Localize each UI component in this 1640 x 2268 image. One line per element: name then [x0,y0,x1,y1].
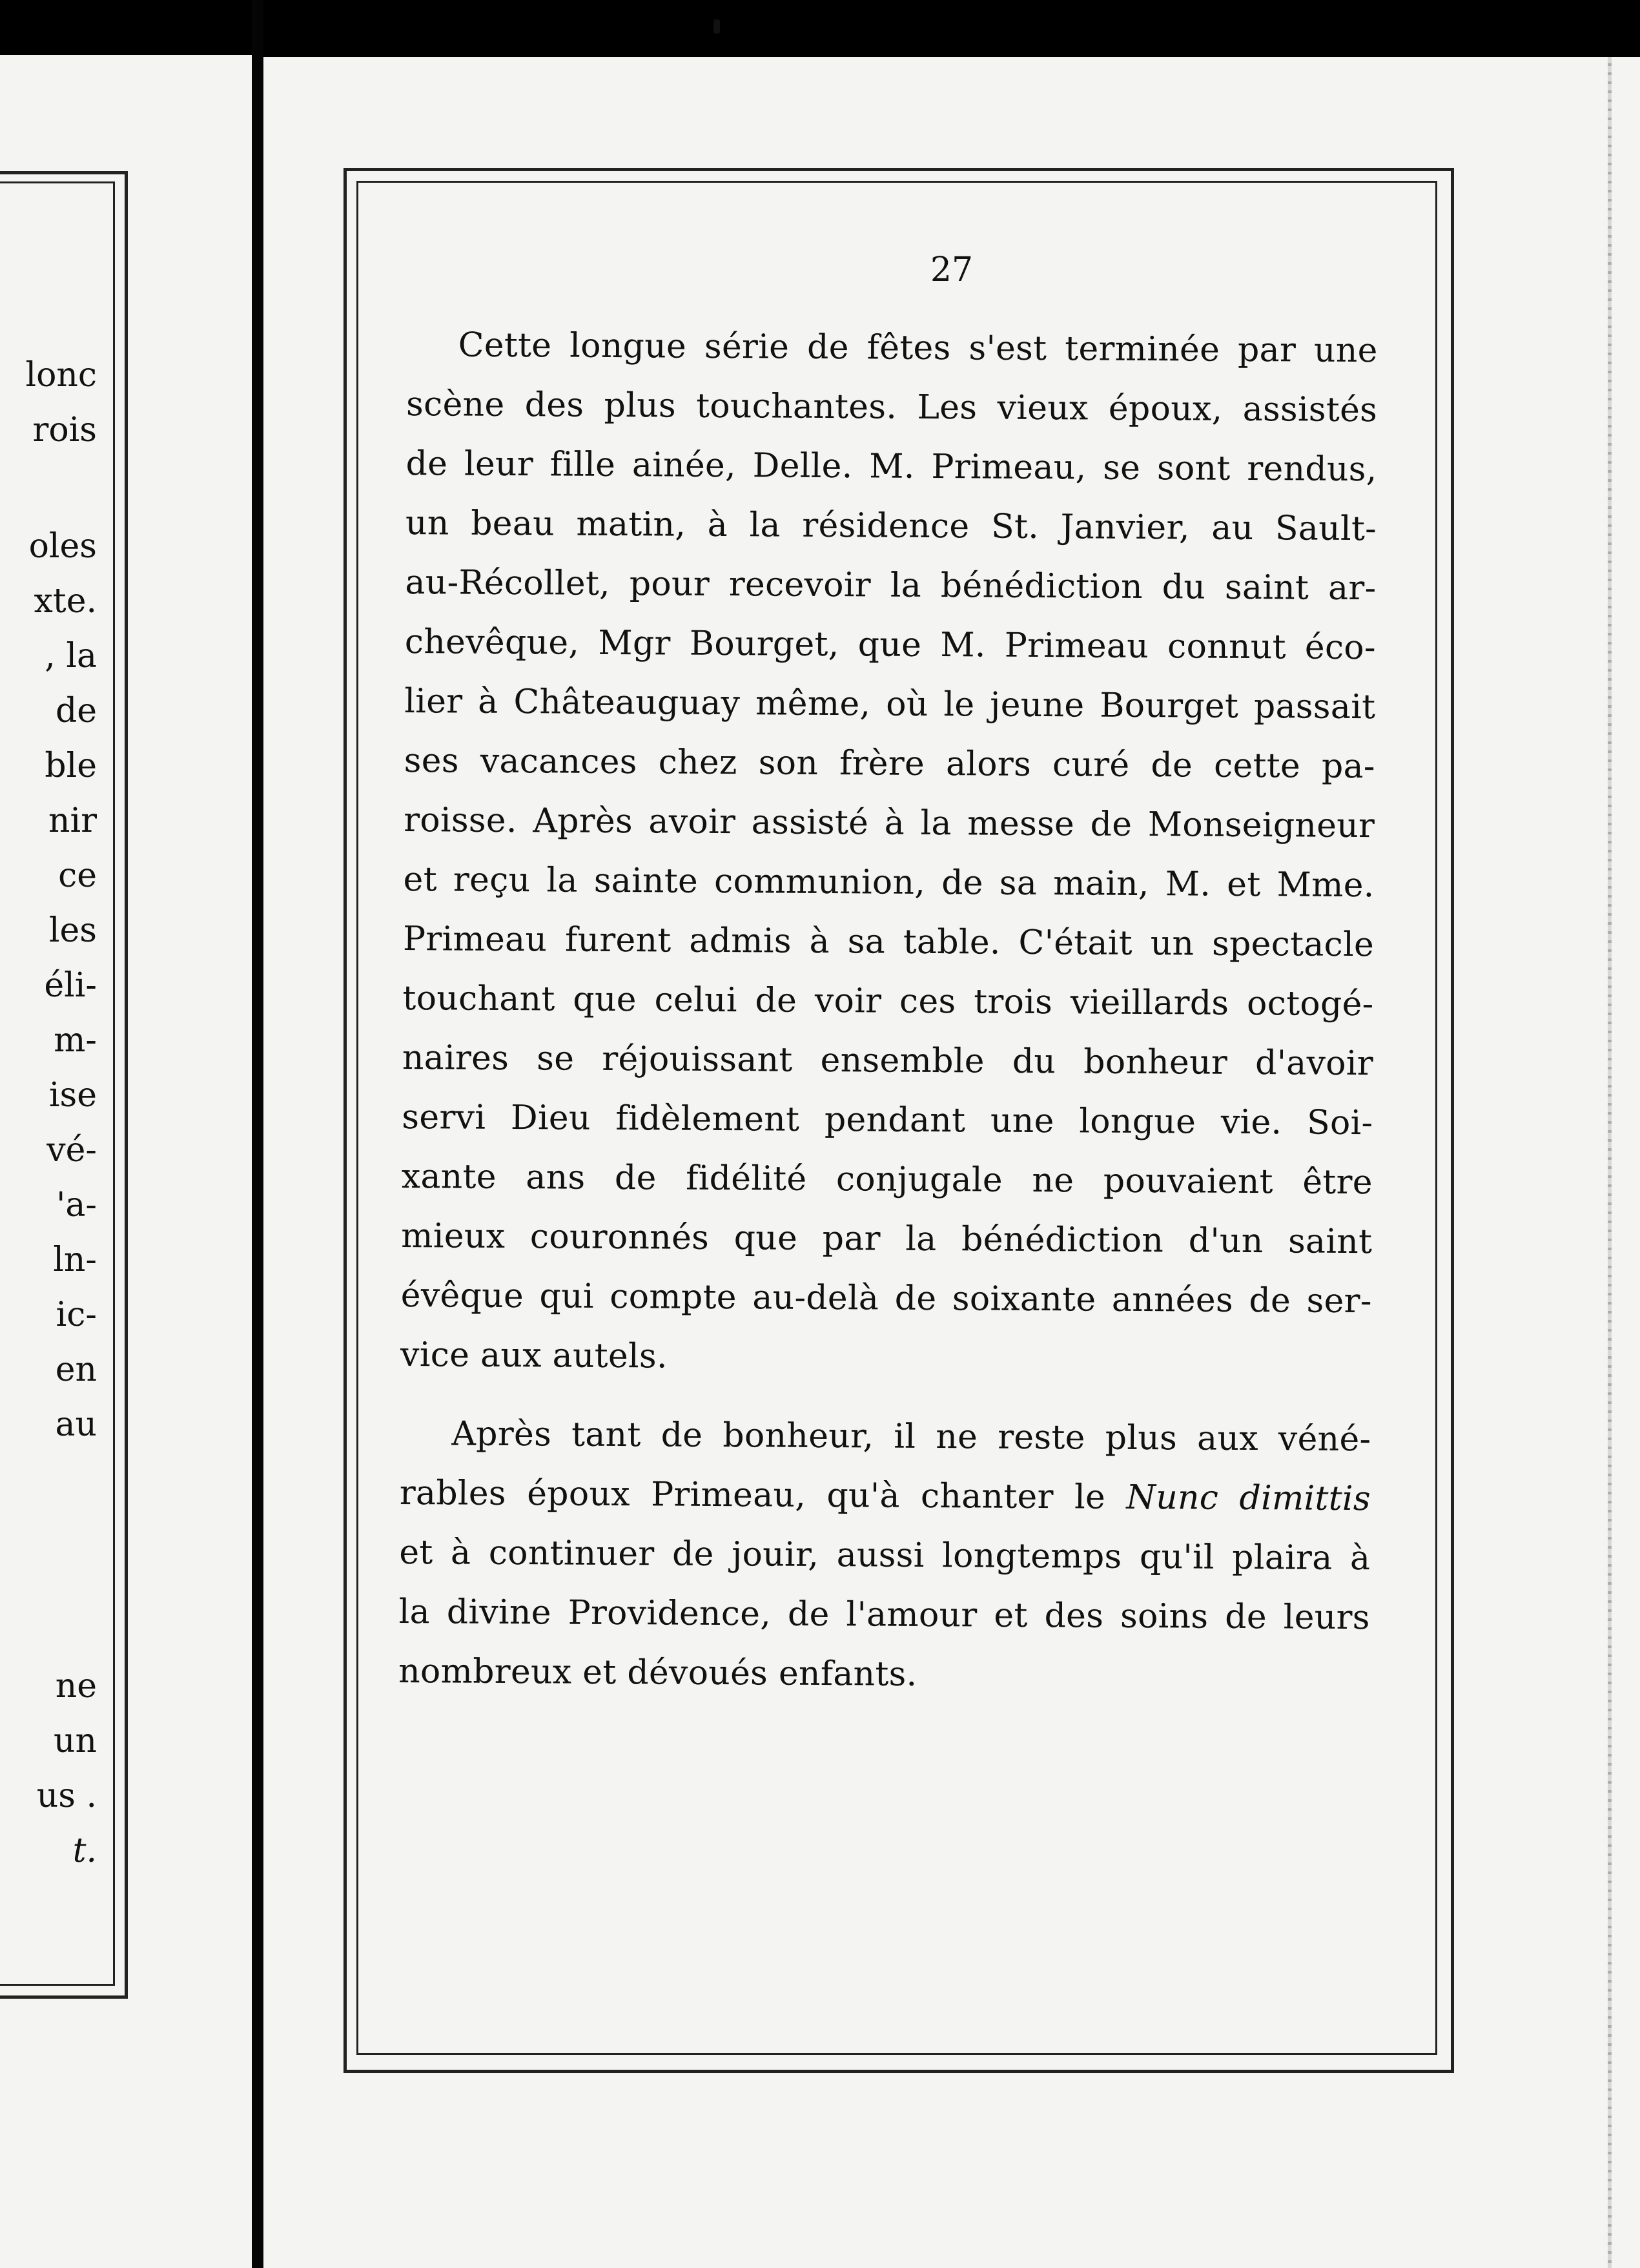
left-text-fragment: de [55,692,97,730]
left-text-fragment: lonc [25,356,97,395]
text-line: Après tant de bonheur, il ne reste plus aux véné- [451,1414,1371,1459]
left-text-fragment: en [55,1350,97,1389]
italic-title: Nunc dimittis [1126,1478,1371,1519]
text-line [400,1463,1371,1529]
text-line: mieux couronnés que par la bénédiction d'un saint [401,1216,1373,1262]
left-text-fragment: ic- [56,1295,97,1334]
left-text-fragment: au [55,1405,97,1444]
right-page [263,57,1640,2268]
page-stack-edge [1608,57,1612,2268]
text-line: ses vacances chez son frère alors curé de cette pa- [404,741,1375,787]
text-line: touchant que celui de voir ces trois vieillards octogé- [402,978,1374,1024]
left-text-fragment: , la [45,637,97,675]
left-text-fragment: us . [36,1777,97,1815]
left-text-fragment: ce [58,856,97,895]
text-span: rables époux Primeau, qu'à chanter le [399,1473,1106,1517]
text-line: xante ans de fidélité conjugale ne pouvaient être [401,1157,1373,1202]
paragraph-2 [398,1404,1371,1707]
text-line: Primeau furent admis à sa table. C'était un spectacle [402,919,1375,965]
text-line: un beau matin, à la résidence St. Janvier, au Sault- [405,503,1377,549]
left-text-fragment: vé- [46,1131,97,1170]
text-line: la divine Providence, de l'amour et des soins de leurs [398,1592,1370,1638]
left-text-fragment: ise [48,1076,97,1115]
text-line: et à continuer de jouir, aussi longtemps qu'il plaira à [399,1532,1371,1578]
text-line: lier à Châteauguay même, où le jeune Bourget passait [404,681,1376,727]
left-text-fragment: ln- [53,1241,97,1279]
text-line: servi Dieu fidèlement pendant une longue vie. Soi- [402,1097,1373,1143]
body-text [398,315,1378,1707]
text-line: nombreux et dévoués enfants. [398,1651,917,1694]
left-text-fragment: t. [72,1831,97,1870]
left-text-fragment: ble [45,747,97,785]
text-line: évêque qui compte au-delà de soixante années de ser- [400,1275,1372,1321]
left-text-fragment: ne [55,1667,97,1706]
left-text-fragment: m- [54,1021,97,1060]
page-number: 27 [930,251,974,289]
text-line: de leur fille ainée, Delle. M. Primeau, se sont rendus, [405,444,1377,490]
text-line: naires se réjouissant ensemble du bonheur d'avoir [402,1038,1374,1084]
left-text-fragment: éli- [44,966,97,1005]
scan-mark [713,19,720,34]
left-text-fragment: 'a- [56,1186,97,1224]
left-page [0,55,252,2268]
left-text-fragment: rois [32,411,97,449]
text-line: scène des plus touchantes. Les vieux époux, assistés [405,384,1378,430]
text-line: roisse. Après avoir assisté à la messe de Monseigneur [404,800,1375,846]
book-gutter [252,0,263,2268]
left-text-fragment: nir [48,801,97,840]
left-text-fragment: oles [28,527,97,566]
left-text-fragment: xte. [34,582,97,621]
text-line: et reçu la sainte communion, de sa main, M. et Mme. [403,860,1375,905]
text-line: chevêque, Mgr Bourget, que M. Primeau connut éco- [404,622,1377,668]
text-line: Cette longue série de fêtes s'est terminée par une [458,325,1378,371]
paragraph-1 [400,315,1378,1390]
left-text-fragment: un [54,1722,97,1760]
text-line: vice aux autels. [400,1335,668,1376]
left-text-fragment: les [48,911,97,950]
text-line: au-Récollet, pour recevoir la bénédiction du saint ar- [405,562,1377,608]
